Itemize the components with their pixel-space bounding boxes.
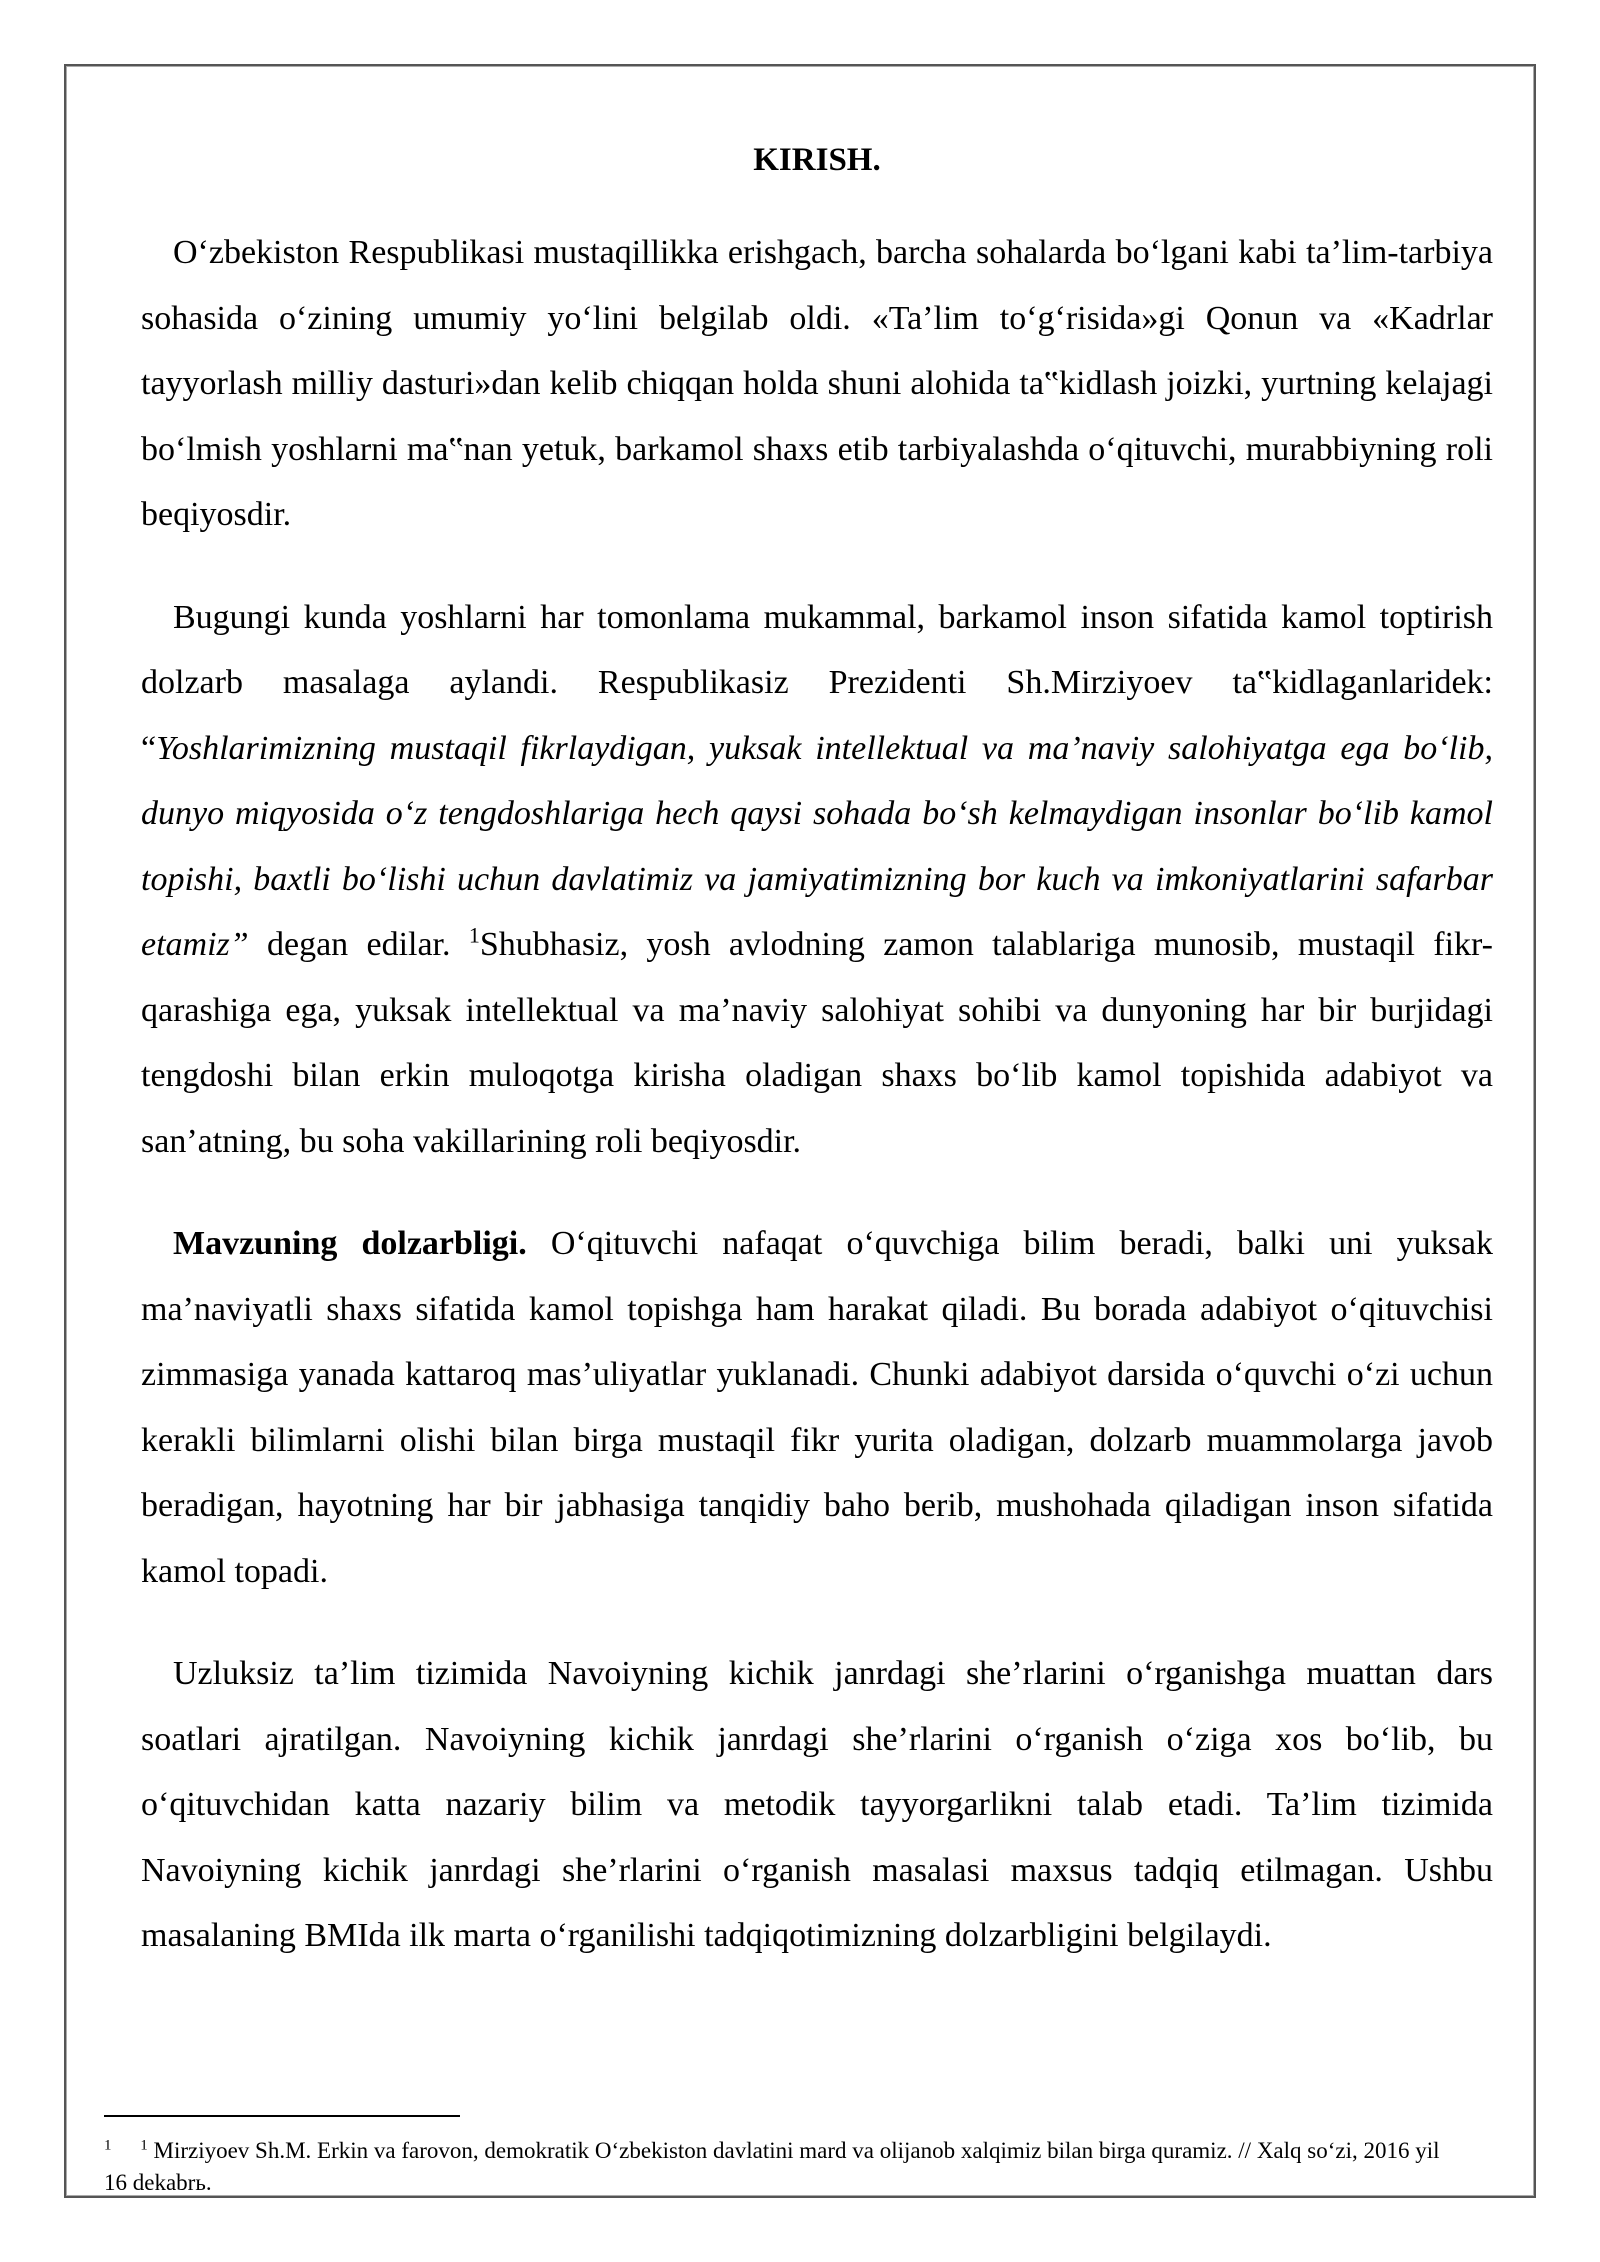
footnote-text: Mirziyoev Sh.M. Erkin va farovon, demokratik O‘zbekiston davlatini mard va olijanob xalqimiz bilan birga quramiz. // Xalq so‘zi, 2016 yil 16 dekabrь. <box>104 2138 1440 2195</box>
relevance-heading: Mavzuning dolzarbligi. <box>173 1225 527 1262</box>
paragraph-navoi: Uzluksiz ta’lim tizimida Navoiyning kichik janrdagi she’rlarini o‘rganishga muattan dars soatlari ajratilgan. Navoiyning kichik janrdagi she’rlarini o‘rganish o‘ziga xos bo‘lib, bu o‘qituvchidan katta nazariy bilim va metodik tayyorgarlikni talab etadi. Ta’lim tizimida Navoiyning kichik janrdagi she’rlarini o‘rganish masalasi maxsus tadqiq etilmagan. Ushbu masalaning BMIda ilk marta o‘rganilishi tadqiqotimizning dolzarbligini belgilaydi. <box>141 1655 1493 1954</box>
footnote-reference[interactable]: 1 <box>468 922 480 948</box>
document-body <box>141 140 1493 2006</box>
footnote-inner-mark: 1 <box>140 2137 148 2154</box>
paragraph-president-quote <box>141 585 1493 1175</box>
relevance-text: O‘qituvchi nafaqat o‘quvchiga bilim beradi, balki uni yuksak ma’naviyatli shaxs sifatida kamol topishga ham harakat qiladi. Bu borada adabiyot o‘qituvchisi zimmasiga yanada kattaroq mas’uliyatlar yuklanadi. Chunki adabiyot darsida o‘quvchi o‘zi uchun kerakli bilimlarni olishi bilan birga mustaqil fikr yurita oladigan, dolzarb muammolarga javob beradigan, hayotning har bir jabhasiga tanqidiy baho berib, mushohada qiladigan inson sifatida kamol topadi. <box>141 1225 1493 1590</box>
paragraph-relevance <box>141 1211 1493 1604</box>
quote-lead-text: Bugungi kunda yoshlarni har tomonlama mukammal, barkamol inson sifatida kamol toptirish dolzarb masalaga aylandi. Respublikasiz Prezidenti Sh.Mirziyoev ta‟kidlaganlaridek: “ <box>141 598 1493 767</box>
page-title: KIRISH. <box>753 142 881 178</box>
footnote-separator <box>104 2115 460 2117</box>
quote-tail-text: degan edilar. <box>248 926 469 963</box>
footnote-mark: 1 <box>104 2137 112 2154</box>
paragraph-intro: O‘zbekiston Respublikasi mustaqillikka erishgach, barcha sohalarda bo‘lgani kabi ta’lim-tarbiya sohasida o‘zining umumiy yo‘lini belgilab oldi. «Ta’lim to‘g‘risida»gi Qonun va «Kadrlar tayyorlash milliy dasturi»dan kelib chiqqan holda shuni alohida ta‟kidlash joizki, yurtning kelajagi bo‘lmish yoshlarni ma‟nan yetuk, barkamol shaxs etib tarbiyalashda o‘qituvchi, murabbiyning roli beqiyosdir. <box>141 234 1493 533</box>
paragraph-continuation: Shubhasiz, yosh avlodning zamon talablariga munosib, mustaqil fikr- qarashiga ega, yuksak intellektual va ma’naviy salohiyat sohibi va dunyoning har bir burjidagi tengdoshi bilan erkin muloqotga kirisha oladigan shaxs bo‘lib kamol topishida adabiyot va san’atning, bu soha vakillarining roli beqiyosdir. <box>141 926 1494 1160</box>
footnote <box>104 2135 1459 2199</box>
president-quote: Yoshlarimizning mustaqil fikrlaydigan, yuksak intellektual va ma’naviy salohiyatga ega bo‘lib, dunyo miqyosida o‘z tengdoshlariga hech qaysi sohada bo‘sh kelmaydigan insonlar bo‘lib kamol topishi, baxtli bo‘lishi uchun davlatimiz va jamiyatimizning bor kuch va imkoniyatlarini safarbar etamiz” <box>141 729 1493 963</box>
